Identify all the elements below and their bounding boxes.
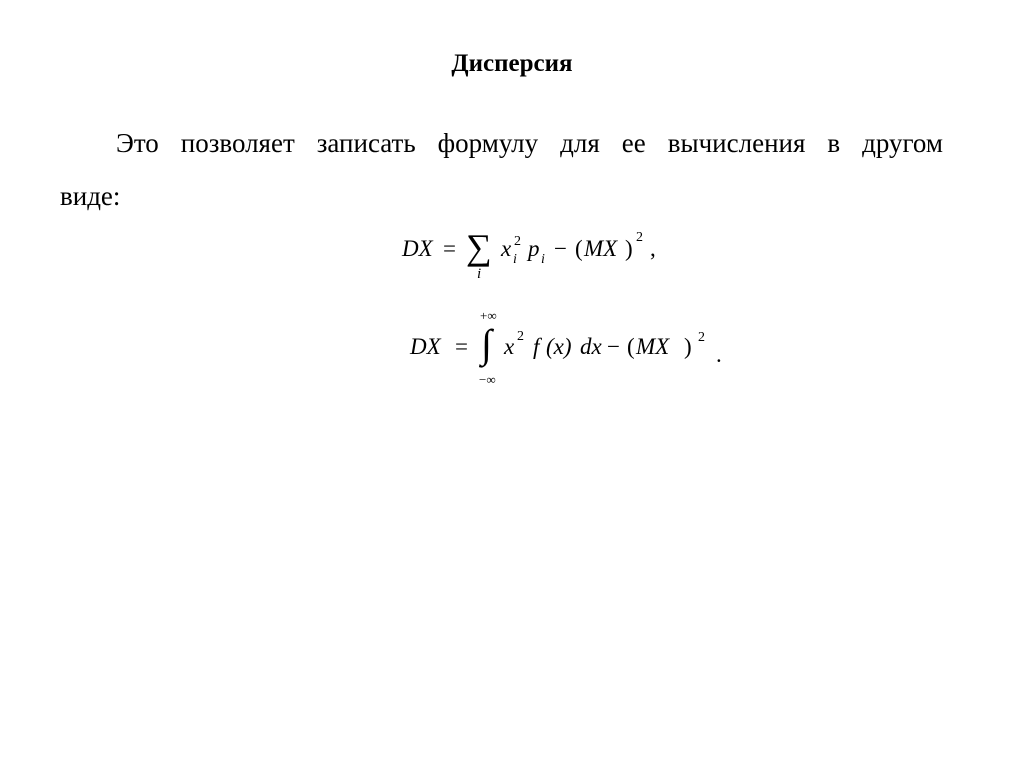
formula-minus: − (554, 236, 567, 261)
term-mx: MX (636, 334, 670, 359)
formula-trailing: . (716, 342, 722, 367)
formula-exp: 2 (698, 330, 705, 345)
paragraph-line-2: виде: (60, 181, 121, 211)
formula-trailing: , (650, 236, 656, 261)
term-x: x (501, 236, 512, 261)
integral-lower-limit: −∞ (479, 372, 496, 387)
integral-upper-limit: +∞ (480, 308, 497, 323)
formula-lhs: DX (402, 236, 433, 261)
formula-minus: − (607, 334, 620, 359)
term-f: f (533, 334, 540, 359)
term-p: p (528, 236, 540, 261)
term-paren-x: (x) (546, 334, 572, 359)
slide-title: Дисперсия (451, 50, 573, 77)
paren-close: ) (684, 334, 692, 359)
term-x: x (504, 334, 515, 359)
formula-lhs: DX (410, 334, 441, 359)
term-x-sup: 2 (514, 234, 521, 249)
paren-close: ) (625, 236, 633, 261)
integral-symbol: ∫ (481, 321, 492, 366)
term-x-sub: i (513, 252, 517, 267)
term-mx: MX (584, 236, 618, 261)
paragraph-line-1: Это позволяет записать формулу для ее вычисления в другом (116, 128, 943, 158)
formula-equals: = (455, 334, 468, 359)
paren-open: ( (575, 236, 583, 261)
sum-symbol: ∑ (466, 227, 492, 267)
term-dx: dx (580, 334, 602, 359)
paren-open: ( (627, 334, 635, 359)
formula-exp: 2 (636, 230, 643, 245)
formula-equals: = (443, 236, 456, 261)
term-x-sup: 2 (517, 329, 524, 344)
sum-index: i (477, 266, 482, 282)
term-p-sub: i (541, 252, 545, 267)
